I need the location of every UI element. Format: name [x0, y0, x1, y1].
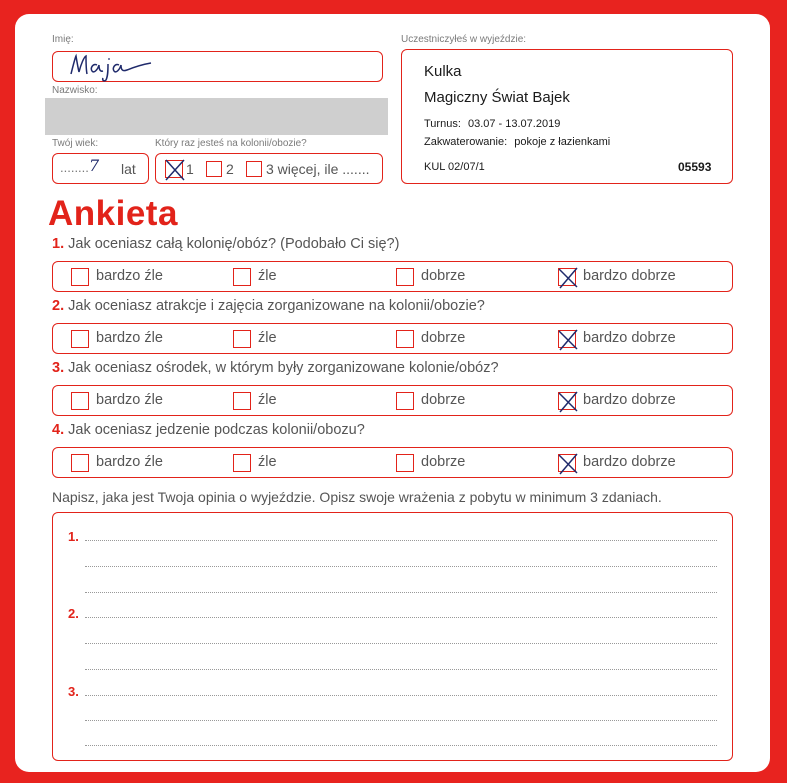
checkmark-x-icon — [556, 390, 580, 414]
opinion-line — [85, 540, 717, 541]
question-3-options — [52, 385, 733, 416]
ktory-raz-field — [155, 153, 383, 184]
zakwaterowanie-value: pokoje z łazienkami — [514, 136, 611, 148]
question-2-options — [52, 323, 733, 354]
question-4 — [52, 422, 365, 438]
opinion-line — [85, 592, 717, 593]
opinion-box[interactable] — [52, 512, 733, 761]
ktory-raz-checkbox-1[interactable] — [165, 160, 183, 178]
nazwisko-redacted — [45, 98, 388, 135]
rating-checkbox[interactable] — [396, 454, 414, 472]
camp-code: KUL 02/07/1 — [424, 161, 485, 173]
rating-option-label: bardzo dobrze — [583, 268, 676, 284]
ktory-raz-option-2: 2 — [226, 161, 234, 177]
rating-option-label: bardzo źle — [96, 268, 163, 284]
rating-option-label: źle — [258, 330, 277, 346]
rating-option-label: źle — [258, 454, 277, 470]
opinion-number-2: 2. — [68, 606, 79, 621]
wiek-label: Twój wiek: — [52, 138, 99, 149]
rating-checkbox[interactable] — [396, 268, 414, 286]
rating-option-label: źle — [258, 268, 277, 284]
rating-option-label: bardzo źle — [96, 330, 163, 346]
wiek-field[interactable] — [52, 153, 149, 184]
camp-info-box — [401, 49, 733, 184]
opinion-number-3: 3. — [68, 684, 79, 699]
survey-title: Ankieta — [48, 194, 178, 233]
camp-name: Kulka — [424, 63, 462, 80]
rating-checkbox[interactable] — [558, 330, 576, 348]
imie-field[interactable] — [52, 51, 383, 82]
nazwisko-label: Nazwisko: — [52, 85, 98, 96]
camp-zakwaterowanie — [424, 136, 610, 148]
rating-checkbox[interactable] — [71, 392, 89, 410]
rating-option-label: dobrze — [421, 392, 466, 408]
question-4-options — [52, 447, 733, 478]
opinion-line — [85, 566, 717, 567]
rating-checkbox[interactable] — [558, 454, 576, 472]
ktory-raz-option-1: 1 — [186, 161, 194, 177]
opinion-line — [85, 695, 717, 696]
wiek-unit: lat — [121, 161, 136, 177]
camp-label: Uczestniczyłeś w wyjeździe: — [401, 34, 527, 45]
rating-checkbox[interactable] — [233, 330, 251, 348]
wiek-dots: ........ — [60, 160, 89, 175]
wiek-value: 7 — [89, 156, 100, 175]
opinion-line — [85, 617, 717, 618]
question-number: 1. — [52, 236, 65, 252]
survey-sheet — [15, 14, 770, 772]
question-text: Jak oceniasz atrakcje i zajęcia zorganizowane na kolonii/obozie? — [68, 298, 485, 314]
checkmark-x-icon — [556, 452, 580, 476]
opinion-line — [85, 745, 717, 746]
rating-checkbox[interactable] — [396, 392, 414, 410]
rating-option-label: bardzo dobrze — [583, 392, 676, 408]
turnus-label: Turnus: — [424, 118, 461, 130]
rating-option-label: bardzo źle — [96, 454, 163, 470]
rating-option-label: dobrze — [421, 330, 466, 346]
imie-label: Imię: — [52, 34, 74, 45]
rating-checkbox[interactable] — [558, 268, 576, 286]
question-1-options — [52, 261, 733, 292]
rating-option-label: bardzo dobrze — [583, 454, 676, 470]
question-text: Jak oceniasz jedzenie podczas kolonii/obozu? — [68, 422, 365, 438]
opinion-line — [85, 643, 717, 644]
camp-turnus — [424, 118, 560, 130]
rating-checkbox[interactable] — [71, 454, 89, 472]
rating-option-label: bardzo dobrze — [583, 330, 676, 346]
ktory-raz-option-3: 3 więcej, ile ....... — [266, 161, 370, 177]
camp-number: 05593 — [678, 160, 712, 174]
question-number: 4. — [52, 422, 65, 438]
ktory-raz-label: Który raz jesteś na kolonii/obozie? — [155, 138, 307, 149]
ktory-raz-checkbox-3[interactable] — [246, 161, 262, 177]
rating-option-label: dobrze — [421, 268, 466, 284]
opinion-number-1: 1. — [68, 529, 79, 544]
rating-option-label: źle — [258, 392, 277, 408]
question-text: Jak oceniasz całą kolonię/obóz? (Podobało Ci się?) — [68, 236, 400, 252]
checkmark-x-icon — [556, 266, 580, 290]
opinion-prompt: Napisz, jaka jest Twoja opinia o wyjeździe. Opisz swoje wrażenia z pobytu w minimum 3 zdaniach. — [52, 489, 662, 505]
checkmark-x-icon — [556, 328, 580, 352]
rating-checkbox[interactable] — [71, 268, 89, 286]
rating-checkbox[interactable] — [233, 454, 251, 472]
turnus-value: 03.07 - 13.07.2019 — [467, 118, 561, 130]
ktory-raz-checkbox-2[interactable] — [206, 161, 222, 177]
opinion-line — [85, 720, 717, 721]
question-number: 2. — [52, 298, 65, 314]
question-1 — [52, 236, 399, 252]
imie-handwriting — [67, 52, 157, 82]
camp-program: Magiczny Świat Bajek — [424, 89, 570, 106]
rating-checkbox[interactable] — [71, 330, 89, 348]
zakwaterowanie-label: Zakwaterowanie: — [424, 136, 508, 148]
checkmark-x-icon — [163, 158, 187, 182]
question-3 — [52, 360, 499, 376]
question-number: 3. — [52, 360, 65, 376]
question-text: Jak oceniasz ośrodek, w którym były zorganizowane kolonie/obóz? — [68, 360, 499, 376]
rating-checkbox[interactable] — [233, 268, 251, 286]
rating-checkbox[interactable] — [558, 392, 576, 410]
rating-option-label: dobrze — [421, 454, 466, 470]
rating-option-label: bardzo źle — [96, 392, 163, 408]
rating-checkbox[interactable] — [233, 392, 251, 410]
rating-checkbox[interactable] — [396, 330, 414, 348]
opinion-line — [85, 669, 717, 670]
question-2 — [52, 298, 485, 314]
